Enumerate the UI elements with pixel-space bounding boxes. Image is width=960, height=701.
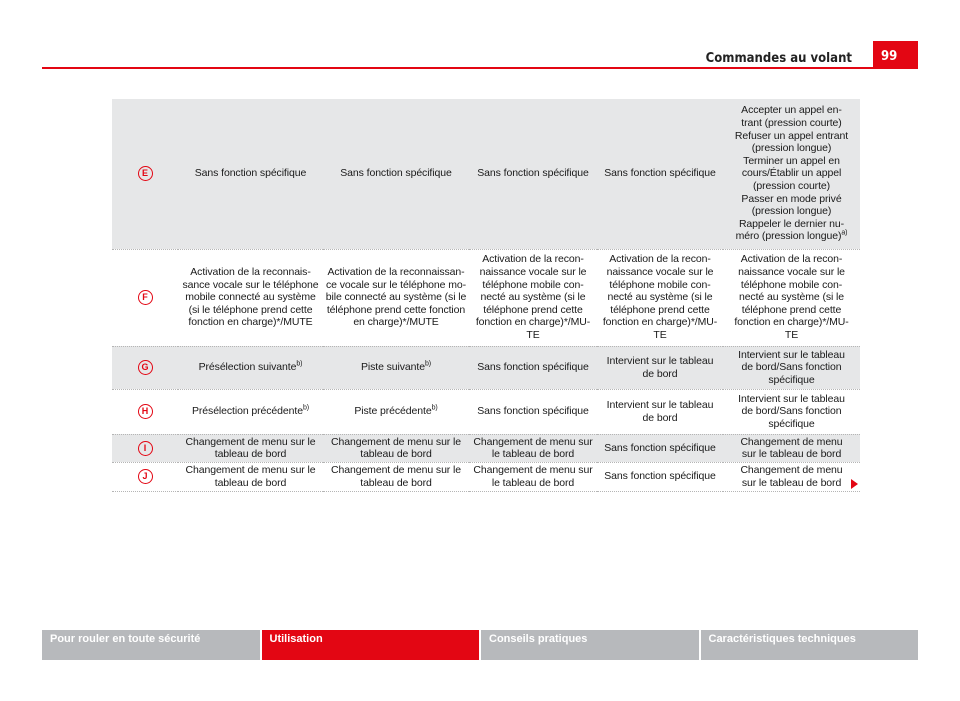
cell-line: Activation de la reconnais- — [190, 266, 311, 279]
steering-controls-table — [112, 99, 860, 492]
table-row — [112, 249, 860, 346]
cell-line: tableau de bord — [360, 448, 432, 461]
cell-line: necté au système (si le — [738, 291, 845, 304]
cell-line: tableau de bord — [214, 448, 287, 461]
table-cell — [178, 389, 323, 434]
cell-line: de bord — [642, 411, 678, 424]
table-cell — [323, 434, 469, 462]
table-cell — [597, 99, 723, 249]
page-number: 99 — [881, 49, 898, 64]
cell-line: Passer en mode privé — [741, 192, 842, 205]
cell-text: Présélection précédente — [192, 405, 303, 418]
cell-line: téléphone prend cette — [741, 303, 842, 316]
footer-nav — [42, 630, 918, 660]
button-label-badge: H — [138, 404, 153, 419]
cell-line: Changement de menu sur le — [185, 464, 316, 477]
cell-line: (pression courte) — [752, 180, 831, 193]
button-label-badge: E — [138, 166, 153, 181]
cell-text: Sans fonction spécifique — [604, 470, 716, 483]
cell-line: (pression longue) — [751, 142, 832, 155]
table-cell — [469, 434, 597, 462]
table-cell — [597, 462, 723, 491]
table-cell — [323, 249, 469, 346]
table-cell — [469, 249, 597, 346]
cell-line: ce vocale sur le téléphone mo- — [326, 278, 466, 291]
cell-line: fonction en charge)*/MU- — [475, 316, 591, 329]
cell-text: Piste suivante — [360, 361, 425, 374]
cell-line: de bord — [642, 367, 678, 380]
cell-line: TE — [526, 328, 540, 341]
cell-line: Activation de la reconnaissan- — [327, 266, 465, 279]
cell-line: spécifique — [768, 373, 815, 386]
table-cell — [178, 434, 323, 462]
footnote-marker: b) — [431, 404, 438, 412]
cell-line: fonction en charge)*/MU- — [602, 316, 718, 329]
table-cell — [178, 346, 323, 389]
table-cell — [723, 249, 860, 346]
cell-line: cours/Établir un appel — [741, 167, 842, 180]
cell-line: téléphone prend cette fonction — [326, 303, 466, 316]
cell-text: Sans fonction spécifique — [604, 167, 716, 180]
table-cell — [597, 346, 723, 389]
cell-line: Activation de la recon- — [482, 253, 584, 266]
cell-line: necté au système (si le — [480, 291, 586, 304]
table-cell — [723, 389, 860, 434]
cell-line: le tableau de bord — [491, 476, 575, 489]
cell-text: Sans fonction spécifique — [194, 167, 307, 180]
table-cell — [469, 389, 597, 434]
cell-line: Intervient sur le tableau — [606, 398, 714, 411]
footnote-marker: b) — [296, 360, 303, 368]
table-cell — [597, 249, 723, 346]
cell-line: fonction en charge)*/MUTE — [188, 316, 313, 329]
cell-line: téléphone mobile con- — [609, 278, 711, 291]
table-cell — [723, 434, 860, 462]
table-cell — [723, 462, 860, 491]
cell-line: téléphone prend cette — [610, 303, 710, 316]
cell-text: Sans fonction spécifique — [477, 361, 589, 374]
cell-line: Changement de menu sur — [473, 435, 593, 448]
button-label-badge: G — [138, 360, 153, 375]
table-cell — [469, 346, 597, 389]
cell-line: (pression longue) — [751, 205, 832, 218]
cell-line: Intervient sur le tableau — [738, 348, 845, 361]
table-row — [112, 99, 860, 249]
cell-line: fonction en charge)*/MU- — [734, 316, 849, 329]
next-page-arrow-icon[interactable] — [851, 479, 858, 489]
header-rule — [42, 67, 918, 69]
table-cell — [323, 462, 469, 491]
cell-line: Changement de menu sur le — [331, 464, 461, 477]
table-cell — [723, 99, 860, 249]
row-key-cell — [112, 434, 178, 462]
button-label-badge: F — [138, 290, 153, 305]
row-key-cell — [112, 462, 178, 491]
cell-line: Activation de la recon- — [740, 253, 843, 266]
cell-line: trant (pression courte) — [741, 117, 842, 130]
cell-line: naissance vocale sur le — [479, 266, 587, 279]
cell-text: Sans fonction spécifique — [340, 167, 452, 180]
button-label-badge: I — [138, 441, 153, 456]
table-cell — [597, 389, 723, 434]
cell-line: Terminer un appel en — [743, 154, 840, 167]
button-label-badge: J — [138, 469, 153, 484]
table-cell — [323, 346, 469, 389]
cell-line: Intervient sur le tableau — [738, 392, 845, 405]
cell-line: (si le téléphone prend cette — [188, 303, 313, 316]
table-cell — [723, 346, 860, 389]
footer-tab-caracteristiques[interactable]: Caractéristiques techniques — [701, 630, 919, 660]
cell-line: Accepter un appel en- — [741, 104, 842, 117]
cell-line: Refuser un appel entrant — [734, 129, 849, 142]
table-row — [112, 434, 860, 462]
cell-line: Changement de menu — [740, 435, 843, 448]
chapter-title: Commandes au volant — [705, 51, 852, 66]
cell-line: téléphone mobile con- — [482, 278, 584, 291]
row-key-cell — [112, 249, 178, 346]
table-row — [112, 462, 860, 491]
cell-line: Changement de menu sur le — [185, 435, 316, 448]
footnote-marker: b) — [424, 360, 431, 368]
cell-text: Sans fonction spécifique — [477, 405, 589, 418]
cell-line: téléphone mobile con- — [740, 278, 843, 291]
cell-text: Sans fonction spécifique — [604, 441, 716, 454]
cell-line: en charge)*/MUTE — [353, 316, 439, 329]
cell-line: sance vocale sur le téléphone — [182, 278, 319, 291]
table-cell — [469, 462, 597, 491]
table-cell — [597, 434, 723, 462]
footer-tab-utilisation[interactable]: Utilisation — [262, 630, 480, 660]
footer-tab-conseils[interactable]: Conseils pratiques — [481, 630, 699, 660]
cell-line: de bord/Sans fonction — [741, 405, 842, 418]
cell-line: Activation de la recon- — [609, 253, 711, 266]
table-row — [112, 389, 860, 434]
cell-line: spécifique — [768, 417, 815, 430]
footnote-marker: b) — [302, 404, 309, 412]
cell-line: sur le tableau de bord — [741, 448, 842, 461]
cell-line: TE — [653, 328, 667, 341]
cell-line: tableau de bord — [360, 476, 432, 489]
cell-line: de bord/Sans fonction — [741, 361, 842, 374]
cell-line: naissance vocale sur le — [606, 266, 714, 279]
cell-line: naissance vocale sur le — [738, 266, 845, 279]
cell-text: Présélection suivante — [198, 361, 297, 374]
cell-line: Intervient sur le tableau — [606, 354, 714, 367]
cell-line: bile connecté au système (si le — [325, 291, 467, 304]
table-cell — [178, 249, 323, 346]
table-row — [112, 346, 860, 389]
footnote-marker: a) — [841, 229, 848, 237]
cell-line: Changement de menu sur le — [331, 435, 461, 448]
cell-line: tableau de bord — [214, 476, 287, 489]
table-cell — [178, 99, 323, 249]
cell-text: Sans fonction spécifique — [477, 167, 589, 180]
cell-line: téléphone prend cette — [483, 303, 583, 316]
cell-line: Rappeler le dernier nu- — [738, 217, 845, 230]
cell-text: Piste précédente — [354, 405, 432, 418]
cell-line: Changement de menu sur — [473, 464, 593, 477]
cell-line: TE — [784, 328, 799, 341]
row-key-cell — [112, 99, 178, 249]
cell-line: Changement de menu — [740, 464, 843, 477]
table-cell — [323, 389, 469, 434]
cell-line: méro (pression longue) — [735, 230, 842, 243]
row-key-cell — [112, 389, 178, 434]
row-key-cell — [112, 346, 178, 389]
cell-line: necté au système (si le — [607, 291, 713, 304]
footer-tab-securite[interactable]: Pour rouler en toute sécurité — [42, 630, 260, 660]
table-cell — [178, 462, 323, 491]
table-cell — [323, 99, 469, 249]
cell-line: mobile connecté au système — [185, 291, 316, 304]
cell-line: le tableau de bord — [491, 448, 575, 461]
table-cell — [469, 99, 597, 249]
cell-line: sur le tableau de bord — [741, 476, 842, 489]
